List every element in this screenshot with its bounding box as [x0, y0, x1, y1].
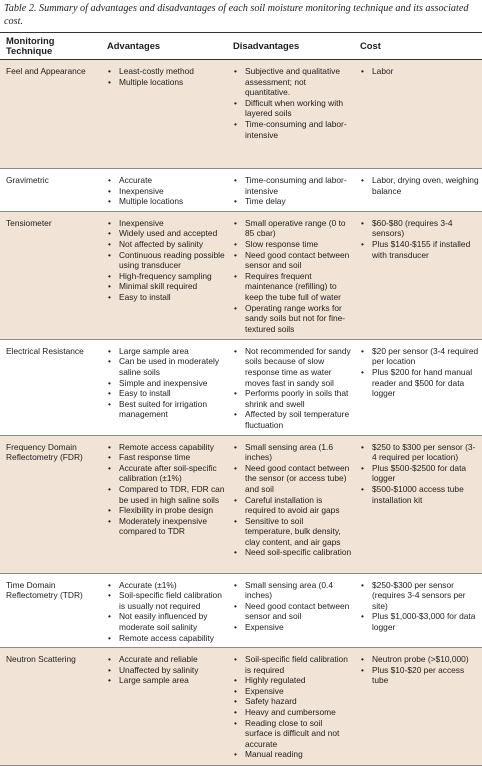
disadvantages-item: • Reading close to soil surface is difficult and not accurate: [231, 718, 352, 750]
advantages-item: • Moderately inexpensive compared to TDR: [105, 516, 225, 537]
soil-moisture-table: [0, 32, 482, 766]
advantages-item: • Multiple locations: [105, 196, 225, 207]
advantages-list: [105, 442, 225, 537]
advantages-item: • Easy to install: [105, 388, 225, 399]
cost-cell: [354, 339, 482, 435]
cost-cell: [354, 435, 482, 573]
disadvantages-list: [231, 654, 352, 760]
advantages-item: • Continuous reading possible using transducer: [105, 250, 225, 271]
advantages-item: • Unaffected by salinity: [105, 665, 225, 676]
disadvantages-item: • Not recommended for sandy soils because of slow response time as water moves fast in sandy soil: [231, 346, 352, 388]
cost-item: • Plus $500-$2500 for data logger: [358, 463, 480, 484]
disadvantages-item: • Highly regulated: [231, 675, 352, 686]
advantages-list: [105, 346, 225, 420]
disadvantages-item: • Need good contact between sensor and soil: [231, 601, 352, 622]
disadvantages-cell: [227, 435, 354, 573]
disadvantages-cell: [227, 573, 354, 648]
advantages-item: • Accurate and reliable: [105, 654, 225, 665]
table-body: [0, 60, 482, 766]
table-caption: Table 2. Summary of advantages and disadvantages of each soil moisture monitoring technique and its associated cost.: [4, 3, 469, 27]
disadvantages-item: • Time-consuming and labor-intensive: [231, 119, 352, 140]
disadvantages-item: • Need soil-specific calibration: [231, 547, 352, 558]
advantages-item: • Soil-specific field calibration is usually not required: [105, 590, 225, 611]
disadvantages-item: • Operating range works for sandy soils but not for fine-textured soils: [231, 303, 352, 335]
advantages-item: • Least-costly method: [105, 66, 225, 77]
advantages-list: [105, 654, 225, 686]
cost-list: [358, 175, 480, 196]
disadvantages-item: • Small sensing area (1.6 inches): [231, 442, 352, 463]
disadvantages-cell: [227, 211, 354, 339]
disadvantages-item: • Careful installation is required to avoid air gaps: [231, 495, 352, 516]
technique-cell: Feel and Appearance: [0, 60, 101, 169]
advantages-item: • Best suited for irrigation management: [105, 399, 225, 420]
cost-list: [358, 442, 480, 506]
cost-item: • Labor: [358, 66, 480, 77]
advantages-item: • Remote access capability: [105, 633, 225, 644]
advantages-item: • Flexibility in probe design: [105, 505, 225, 516]
disadvantages-item: • Affected by soil temperature fluctuation: [231, 409, 352, 430]
advantages-cell: [101, 211, 227, 339]
disadvantages-cell: [227, 60, 354, 169]
table-row: [0, 435, 482, 573]
cost-item: • Neutron probe (>$10,000): [358, 654, 480, 665]
disadvantages-item: • Need good contact between the sensor (or access tube) and soil: [231, 463, 352, 495]
advantages-item: • Inexpensive: [105, 186, 225, 197]
cost-cell: [354, 60, 482, 169]
advantages-cell: [101, 435, 227, 573]
disadvantages-item: • Soil-specific field calibration is required: [231, 654, 352, 675]
advantages-cell: [101, 339, 227, 435]
disadvantages-item: • Safety hazard: [231, 696, 352, 707]
advantages-item: • Large sample area: [105, 346, 225, 357]
disadvantages-item: • Manual reading: [231, 749, 352, 760]
cost-item: • Plus $1,000-$3,000 for data logger: [358, 611, 480, 632]
disadvantages-list: [231, 580, 352, 633]
advantages-list: [105, 175, 225, 207]
advantages-item: • Easy to install: [105, 292, 225, 303]
cost-list: [358, 66, 480, 77]
cost-item: • Plus $10-$20 per access tube: [358, 665, 480, 686]
disadvantages-item: • Slow response time: [231, 239, 352, 250]
cost-cell: [354, 573, 482, 648]
cost-item: • Plus $140-$155 if installed with transducer: [358, 239, 480, 260]
table-row: [0, 339, 482, 435]
header-advantages: Advantages: [101, 33, 227, 60]
table-row: [0, 60, 482, 169]
advantages-item: • Accurate: [105, 175, 225, 186]
disadvantages-item: • Expensive: [231, 686, 352, 697]
header-disadvantages: Disadvantages: [227, 33, 354, 60]
advantages-list: [105, 66, 225, 87]
disadvantages-list: [231, 218, 352, 335]
technique-cell: Gravimetric: [0, 169, 101, 212]
header-row: [0, 33, 482, 60]
advantages-item: • Widely used and accepted: [105, 228, 225, 239]
cost-list: [358, 218, 480, 260]
cost-list: [358, 580, 480, 633]
advantages-item: • Not easily influenced by moderate soil salinity: [105, 611, 225, 632]
advantages-item: • Not affected by salinity: [105, 239, 225, 250]
disadvantages-item: • Heavy and cumbersome: [231, 707, 352, 718]
disadvantages-item: • Difficult when working with layered soils: [231, 98, 352, 119]
advantages-item: • Fast response time: [105, 452, 225, 463]
cost-cell: [354, 648, 482, 766]
disadvantages-item: • Time delay: [231, 196, 352, 207]
disadvantages-list: [231, 66, 352, 140]
advantages-list: [105, 580, 225, 644]
table-row: [0, 573, 482, 648]
disadvantages-item: • Need good contact between sensor and soil: [231, 250, 352, 271]
disadvantages-list: [231, 175, 352, 207]
cost-list: [358, 346, 480, 399]
advantages-item: • Minimal skill required: [105, 281, 225, 292]
advantages-item: • Compared to TDR, FDR can be used in high saline soils: [105, 484, 225, 505]
advantages-item: • High-frequency sampling: [105, 271, 225, 282]
technique-cell: Time Domain Reflectometry (TDR): [0, 573, 101, 648]
table-row: [0, 169, 482, 212]
advantages-item: • Accurate (±1%): [105, 580, 225, 591]
cost-item: • Labor, drying oven, weighing balance: [358, 175, 480, 196]
technique-cell: Electrical Resistance: [0, 339, 101, 435]
advantages-cell: [101, 169, 227, 212]
advantages-item: • Can be used in moderately saline soils: [105, 356, 225, 377]
advantages-item: • Multiple locations: [105, 77, 225, 88]
disadvantages-item: • Time-consuming and labor-intensive: [231, 175, 352, 196]
advantages-item: • Inexpensive: [105, 218, 225, 229]
cost-item: • $250 to $300 per sensor (3-4 required per location): [358, 442, 480, 463]
table-header: [0, 33, 482, 60]
disadvantages-cell: [227, 648, 354, 766]
cost-cell: [354, 211, 482, 339]
disadvantages-item: • Performs poorly in soils that shrink and swell: [231, 388, 352, 409]
cost-item: • $20 per sensor (3-4 required per location: [358, 346, 480, 367]
disadvantages-item: • Small operative range (0 to 85 cbar): [231, 218, 352, 239]
disadvantages-list: [231, 346, 352, 431]
advantages-cell: [101, 648, 227, 766]
advantages-list: [105, 218, 225, 303]
cost-list: [358, 654, 480, 686]
advantages-item: • Accurate after soil-specific calibration (±1%): [105, 463, 225, 484]
disadvantages-item: • Requires frequent maintenance (refilling) to keep the tube full of water: [231, 271, 352, 303]
table-row: [0, 648, 482, 766]
table-row: [0, 211, 482, 339]
cost-cell: [354, 169, 482, 212]
advantages-cell: [101, 60, 227, 169]
cost-item: • $250-$300 per sensor (requires 3-4 sensors per site): [358, 580, 480, 612]
disadvantages-list: [231, 442, 352, 559]
cost-item: • Plus $200 for hand manual reader and $500 for data logger: [358, 367, 480, 399]
advantages-item: • Simple and inexpensive: [105, 378, 225, 389]
cost-item: • $500-$1000 access tube installation kit: [358, 484, 480, 505]
disadvantages-cell: [227, 169, 354, 212]
advantages-cell: [101, 573, 227, 648]
technique-cell: Neutron Scattering: [0, 648, 101, 766]
disadvantages-cell: [227, 339, 354, 435]
cost-item: • $60-$80 (requires 3-4 sensors): [358, 218, 480, 239]
technique-cell: Frequency Domain Reflectometry (FDR): [0, 435, 101, 573]
header-technique: Monitoring Technique: [0, 33, 101, 60]
disadvantages-item: • Small sensing area (0.4 inches): [231, 580, 352, 601]
technique-cell: Tensiometer: [0, 211, 101, 339]
disadvantages-item: • Expensive: [231, 622, 352, 633]
advantages-item: • Large sample area: [105, 675, 225, 686]
header-cost: Cost: [354, 33, 482, 60]
disadvantages-item: • Sensitive to soil temperature, bulk density, clay content, and air gaps: [231, 516, 352, 548]
disadvantages-item: • Subjective and qualitative assessment; not quantitative.: [231, 66, 352, 98]
advantages-item: • Remote access capability: [105, 442, 225, 453]
